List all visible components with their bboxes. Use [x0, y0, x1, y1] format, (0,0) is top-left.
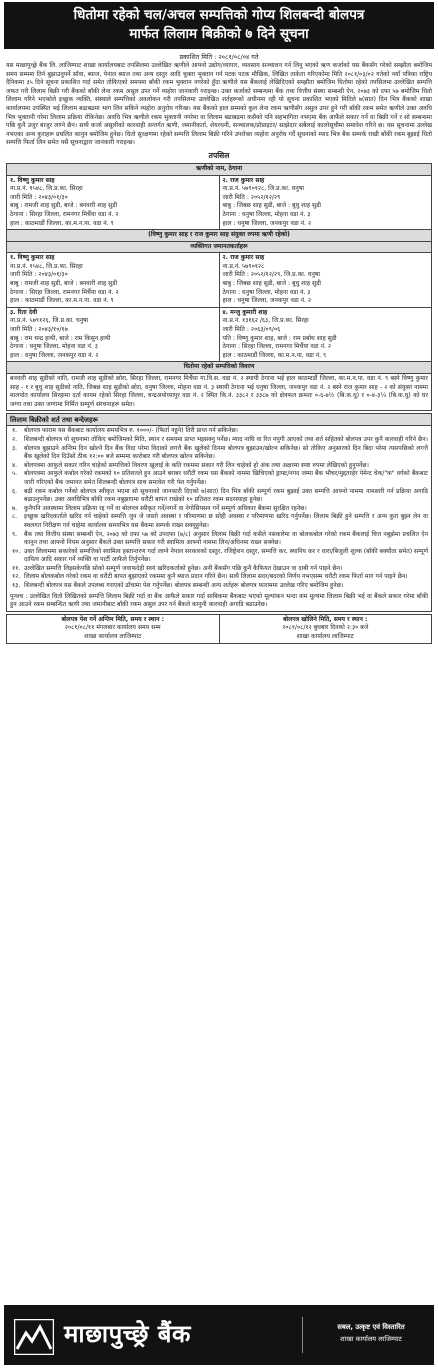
terms-box — [6, 413, 432, 611]
borrower-1-line: ठेगाना : सिरहा जिल्ला, रामनगर मिर्चैया वडा नं. २ — [10, 210, 119, 218]
terms-body — [7, 426, 431, 610]
notice-page — [0, 2, 438, 1368]
borrower-2 — [219, 175, 432, 230]
term-text: बोलपत्रमा आफुले कबोल गरेको रकमको १० प्रतिशतले हुन आउने बराबर धरौटी रकम यस बैंकको नाममा खिचिएको ड्राफ्ट/नगद जम्मा बैंक भौचर/मुद्दतरहेर पेमेन्ट चेक/"क" वर्गको बैंकबाट जारी गरिएको बैंक जमानत समेत शिलबन्दी बोलपत्र साथ समावेश गरी पेश गर्नुपर्नेछ। — [24, 470, 428, 486]
term-item — [10, 582, 428, 591]
term-item — [10, 488, 428, 505]
borrower-1-name: १. विष्णु कुमार साह — [10, 176, 55, 184]
term-text: कुनैपनि अवस्थामा लिलाम प्रक्रिया रद्द गर्ने वा बोलपत्र स्वीकृत गर्ने/नगर्ने वा नेगोसियसन गर्ने सम्पूर्ण अधिकार बैंकमा सुरक्षित रहनेछ। — [24, 504, 307, 512]
joint-borrower-note: (विष्णु कुमार साह र राज कुमार साह संयुक्त रुपमा ऋणी रहेको) — [7, 230, 432, 242]
header-line-2: मार्फत लिलाम बिक्रीको ७ दिने सूचना — [129, 26, 309, 42]
terms-title: लिलाम बिक्रीको शर्त तथा बन्देजहरू — [7, 414, 431, 426]
guarantor-1-name: १. विष्णु कुमार साह — [10, 254, 55, 262]
borrower-2-line: ना.प्र.नं. ५७९०१२८, जि.प्र.का. धनुषा — [222, 185, 304, 193]
guarantor-2-line: ठेगाना : धनुषा जिल्ला, मोहना वडा नं. ३ — [222, 288, 311, 296]
term-number: ६. — [12, 487, 18, 495]
submission-deadline — [7, 614, 220, 643]
term-text: बोलपत्र बुझाउने अन्तिम दिन खोल्ने दिन बैंक विदा परेमा विदाको लगत्तै बैंक खुलेको दिनमा बोलपत्र बुझाउन/खोल्न सकिनेछ। सो तोकिए अनुसारको दिन बिदा परेमा त्यसपछिको लगत्तै बैंक खुलेको दिन दिउँसो ठीक १२:०० बजे सम्ममा कारोबार गरी बोलपत्र खोल्न सकिनेछ। — [24, 444, 428, 461]
term-number: १. — [12, 427, 18, 435]
tapasil-title: तपसिल — [208, 150, 230, 160]
term-text: बोलपत्र फाराम यस बैंकबाट कार्यालय समयभित्र रु. १०००/- (फिर्ता नहुने) तिरी प्राप्त गर्न सकिनेछ। — [24, 427, 238, 435]
header-line-1: धितोमा रहेको चल/अचल सम्पत्तिको गोप्य शिलबन्दी बोलपत्र — [73, 7, 365, 23]
term-text: शिलबन्दी बोलपत्र यस बैंकले उपलब्ध गराएको ढाँचामा पेश गर्नुपर्नेछ। बोलपत्र सम्बन्धी अन्य शर्तहरू बोलपत्र फाराममा उल्लेख गरिए बमोजिम हुनेछ। — [24, 582, 344, 590]
guarantor-2-line: हाल : धनुषा जिल्ला, जनकपुर वडा नं. २ — [222, 297, 312, 305]
parties-table — [6, 163, 432, 411]
term-text: बैंक तथा वित्तीय संस्था सम्बन्धी ऐन, २०७३ को दफा ५७ को उपदफा (७/८) अनुसार लिलाम बिक्री गर्दा कसैले नसकारेमा वा बोलकबोल गरेको रकम बैंकलाई चित्त नबुझेमा प्रचलित ऐन कानुन तथा आफ्नो नियम अनुसार बैंकले उक्त सम्पत्ति सकार गरी स्वामित्व आफ्नो नाममा लिन/अधिनमा राख्न सक्नेछ। — [24, 530, 428, 547]
punascha-note: पुनश्च : उल्लेखित धितो लिखितको सम्पत्ति लिलाम बिक्री गर्दा वा बैंक आफैले सकार गर्दा साबिकमा बैंकबाट भएको मूल्यांकन भन्दा कम मूल्यमा लिलाम बिक्री भई वा बैंकले सकार गरेमा बाँकी हुन आउने रकम सम्बन्धित ऋणी तथा जमानीबाट बाँकी रकम असुल उपर गर्न बैंकले कानुनी कारवाही अगाडि बढाउनेछ। — [10, 592, 428, 609]
term-number: ७. — [12, 504, 18, 512]
borrower-2-line: जारी मिति : २०५२/१२/२९ — [222, 193, 281, 201]
borrower-2-line: हाल : धनुषा जिल्ला, जनकपुर वडा नं. २ — [222, 219, 312, 227]
guarantor-4 — [219, 307, 432, 362]
term-number: ४. — [12, 461, 18, 469]
guarantor-1-line: हाल : काठमाडौं जिल्ला, का.म.न.पा. वडा नं. ९ — [10, 297, 114, 305]
term-item — [10, 445, 428, 462]
guarantor-2-name: २. राज कुमार साह — [222, 254, 265, 262]
intro-paragraph: यस माछापुच्छ्रे बैंक लि. लाजिम्पाट शाखा कार्यालयबाट तपसिलमा उल्लेखित ऋणीले आफ्नो उद्योग/व्यापार, व्यवसाय सञ्चालन गर्न लिनु भएको ऋण कर्जाको यस बैंकसँग गरेको सम्झौता बमोजिम समय सम्ममा तिर्न बुझाउनुपर्ने साँवा, ब्याज, पेनाल ब्याज तथा अन्य दस्तुर आदि चुक्ता भुक्तान गर्न पटक पटक मौखिक, लिखित ताकेता गरिएकोमा मिति २०८१/०३/०२ गतेको नयाँ पत्रिका राष्ट्रिय दैनिकमा ३५ दिने सूचना प्रकाशित गर्दा समेत तोकिएको समयमा बाँकी रकम भुक्तान नगरेको हुँदा ऋणीले यस बैंकलाई लेखिदिएको सम्झौता बमोजिम धितोमा रहेको तपसिलमा उल्लेखित सम्पत्ति जफत गरी लिलाम बिक्री गरी बैंकको बाँकी लेना रकम असुल उपर गर्ने व्यहोरा जानकारी गराइन्छ। उक्त कर्जाको सम्बन्धमा बैंक तथा वित्तीय संस्था सम्बन्धी ऐन, २०७३ को दफा ५७ बमोजिम धितो लिलाम गरिने भएकोले इच्छुक व्यक्ति, संस्थाले सम्पत्तिको अवलोकन गरी तपसिलमा उल्लेखित शर्तहरूको अधीनमा रही यो सूचना प्रकाशित भएको मितिले ७(सात) दिन भित्र बैंकको शाखा कार्यालयमा उपस्थित भई लिलाम बढाबढमा भाग लिन सकिने व्यहोरा अनुरोध गरिन्छ। यस बैंकको हाल सम्मको कुल लेना रकम ऋणीसँग असुल उपर हुने गरी बाँकी रकम समेत ऋणीले उक्त अवधि भित्र भुक्तानी गरेमा लिलाम प्रक्रिया रोकिनेछ। अवधि भित्र ऋणीले रकम भुक्तानी नगरेमा वा लिलाम बढाबढमा कसैको पनि सहभागिता नभएमा बैंक आफैंले सकार गर्ने वा बिक्री गर्ने र सो सम्बन्धमा पछि कुनै उजुर बाजुर लाग्ने छैन। साथै कर्जा असुलीको कारवाही अन्तर्गत ऋणी, जमानीकर्ता, शेयरधनी, सञ्चालक/प्रोप्राइटर/ साझेदार सबैलाई कालोसूचीमा समावेश गरिने छ। यस सूचनामा उल्लेख नभएका अन्य कुराहरू प्रचलित कानुन बमोजिम हुनेछ। धितो सुरक्षणमा रहेको सम्पत्ति लिलाम बिक्री गरिने उपरोक्त व्यहोरा अनुरोध गर्दै सूचनाको म्याद भित्र बैंक सम्पर्क राखी बाँकी रकम बुझाई धितो सम्पत्ति फिर्ता लिन समेत यसै सूचनाद्वारा जानकारी गराइन्छ। — [6, 62, 432, 147]
guarantor-4-line: हाल : काठमाडौं जिल्ला, का.म.न.पा. वडा नं. ९ — [222, 351, 327, 359]
term-item — [10, 548, 428, 565]
borrower-2-line: बाबु : जिबछ शाह सुडी, बाजे : बुधु शाह सुडी — [222, 202, 322, 210]
borrower-1-line: हाल : काठमाडौं जिल्ला, का.म.न.पा. वडा नं. ९ — [10, 219, 114, 227]
property-description: बनवारी शाह सुडीको नाति, रामजी शाह सुडीको छोरा, सिरहा जिल्ला, रामनगर मिर्चैया गा.वि.स. वडा नं. २ स्थायी ठेगाना भई हाल काठमाडौं जिल्ला, का.म.न.पा. वडा नं. ९ बस्ने विष्णु कुमार साह - १ र बुधु शाह सुडीको नाति, जिबछ शाह सुडीको छोरा, धनुषा जिल्ला, मोहना वडा नं. ३ स्थायी ठेगाना भई धनुषा जिल्ला, जनकपुर वडा नं. २ बस्ने राज कुमार साह - २ को संयुक्त नाममा मालपोत कार्यालय सिरहामा दर्ता कायम रहेको सिरहा जिल्ला, चन्द्रअयोध्यापुर वडा नं. २ स्थित कि.नं. ३३८२ र ३३८७ को क्षेत्रफल क्रमशः ०-६-७½ (बि.क.धु) र ०-४-३¼ (बि.क.धु) को घर जग्गा तथा उक्त जग्गामा निर्मित सम्पूर्ण संरचनाहरू समेत। — [7, 374, 432, 411]
opening-date-place: शाखा कार्यालय लाजिम्पाट — [296, 633, 354, 641]
guarantor-3 — [7, 307, 220, 362]
borrower-1-line: जारी मिति : २०४३/०१/३० — [10, 193, 68, 201]
term-item — [10, 436, 428, 445]
submission-deadline-place: शाखा कार्यालय लाजिम्पाट — [84, 633, 142, 641]
guarantor-1-line: जारी मिति : २०४३/०१/३० — [10, 271, 68, 279]
term-number: ८. — [12, 513, 18, 521]
guarantor-3-line: ना.प्र.नं. ५७९१२६, जि.प्र.का. धनुषा — [10, 317, 89, 325]
guarantor-3-line: ठेगाना : धनुषा जिल्ला, मोहना वडा नं. ३ — [10, 343, 98, 351]
footer-divider — [302, 1317, 303, 1353]
notice-header — [4, 2, 434, 49]
guarantor-1-line: बाबु : रामजी शाह सुडी, बाजे : बनवारी शाह सुडी — [10, 280, 118, 288]
guarantor-2-line: जारी मिति : २०५२/१२/२९, जि.प्र.का. धनुषा — [222, 271, 320, 279]
term-text: इच्छुक खरिदकर्ताले खरिद गर्न चाहेको सम्पत्ति जुन जे जस्तो अवस्था र परिमाणमा छ सोही अवस्था र परिमाणमा खरिद गर्नुपर्नेछ। लिलाम बिक्री हुने सम्पत्ति र अन्य कुरा बुझ्न लेन वा स्थलगत निरीक्षण गर्न चाहेमा कार्यालय समयभित्र यस बैंकमा सम्पर्क राख्न सक्नुहुनेछ। — [24, 513, 428, 529]
submission-deadline-time: २०८१/०८/११ मंगलबार कार्यालय समय सम्म — [64, 624, 161, 632]
term-text: उक्त लिलाममा सकारेको सम्पत्तिको स्वामित्व हस्तान्तरण गर्दा लाग्ने नेपाल सरकारको दस्तुर, रजिष्ट्रेशन दस्तुर, सम्पत्ति कर, स्थानिय कर र धारा/बिजुली शुल्क (बाँकी बक्यौता समेत) सम्पूर्ण दायित्व आदि सकार गर्ने व्यक्ति वा पार्टी आफैले तिर्नुपर्नेछ। — [24, 547, 428, 564]
borrower-1-line: बाबु : रामजी शाह सुडी, बाजे : बनवारी शाह सुडी — [10, 202, 118, 210]
guarantor-3-line: बाबु : राम चन्द्र हाथी, बाजे : राम किसुन हाथी — [10, 334, 111, 342]
borrowers-title: ऋणीको नाम, ठेगाना — [7, 163, 432, 175]
term-number: १२. — [12, 573, 21, 581]
term-number: १३. — [12, 582, 21, 590]
term-text: शिलबन्दी बोलपत्र यो सूचनामा तोकिए बमोजिमको मिति, स्थान र समयमा प्राप्त भइसक्नु पर्नेछ। म्याद नाघि वा रित नपुगी आएको तथा शर्त सहितको बोलपत्र उपर कुनै कारवाही गरिने छैन। — [24, 435, 428, 443]
opening-date — [219, 614, 432, 643]
opening-date-title: बोलपत्र खोलिने मिति, समय र स्थान : — [283, 615, 368, 623]
term-number: ९. — [12, 530, 18, 538]
published-date: प्रकाशित मिति : २०८१/०८/०४ गते — [179, 53, 259, 61]
branch-office: शाखा कार्यालय लाजिम्पाट — [340, 1335, 402, 1343]
term-text: बढी रकम कबोल गर्नेको बोलपत्र स्वीकृत भएमा सो सूचनाको जानकारी दिएको ७(सात) दिन भित्र बाँकी सम्पूर्ण रकम बुझाई उक्त सम्पत्ति आफ्नो नाममा नामसारी गर्न प्रक्रिया अगाडि बढाउनुपर्नेछ। उक्त अवधिभित्र बाँकी रकम नबुझाएमा धरौटी बापत राखेको १० प्रतिशत रकम सदरस्याहा हुनेछ। — [24, 487, 428, 504]
guarantor-1-line: ना.प्र.नं. १५४८, जि.प्र.का. सिरहा — [10, 262, 83, 270]
term-item — [10, 427, 428, 436]
term-number: ११. — [12, 564, 21, 572]
borrower-1 — [7, 175, 220, 230]
guarantor-2-line: ना.प्र.नं. ५७९०१२८ — [222, 262, 265, 270]
property-title: धितोमा रहेको सम्पत्तिको विवरण — [7, 362, 432, 374]
guarantor-4-name: ४. मन्जु कुमारी शाह — [222, 308, 268, 316]
mountain-logo-icon — [14, 1319, 54, 1355]
bank-footer — [4, 1305, 434, 1365]
borrower-1-line: ना.प्र.नं. १५४८, जि.प्र.का. सिरहा — [10, 185, 83, 193]
terms-list — [10, 427, 428, 590]
term-item — [10, 470, 428, 487]
borrower-2-line: ठेगाना : धनुषा जिल्ला, मोहना वडा नं. ३ — [222, 210, 311, 218]
guarantor-3-line: हाल : धनुषा जिल्ला, जनकपुर वडा नं. २ — [10, 351, 99, 359]
bank-tagline-block — [310, 1321, 432, 1345]
submission-deadline-title: बोलपत्र पेश गर्ने अन्तिम मिति, समय र स्थान : — [61, 615, 165, 623]
term-text: उल्लेखित सम्पत्ति लिइसकेपछि सोको सम्पूर्ण जवाफदेही स्वयं खरिदकर्ताको हुनेछ। अनी बैंकसँग पछि कुनै कैफियत देखाउन वा दाबी गर्न पाइने छैन। — [24, 564, 343, 572]
guarantor-3-line: जारी मिति : २०४३/१०/१७ — [10, 326, 68, 334]
bank-tagline: सबल, उत्कृष्ट एवं विस्तारित — [337, 1323, 405, 1331]
guarantor-1-line: ठेगाना : सिरहा जिल्ला, रामनगर मिर्चैया वडा नं. २ — [10, 288, 119, 296]
term-item — [10, 573, 428, 582]
guarantor-3-name: ३. रिता देवी — [10, 308, 38, 316]
deadline-table — [6, 614, 432, 644]
guarantor-4-line: जारी मिति : २०६३/०९/०६ — [222, 326, 281, 334]
borrower-2-name: २. राज कुमार साह — [222, 176, 265, 184]
term-number: १०. — [12, 547, 21, 555]
guarantor-2 — [219, 253, 432, 308]
term-text: बोलपत्रमा आफुले सकार गरिन चाहेको सम्पत्तिको विवरण खुलाई के कति रकममा सकार गरी लिन चाहेको हो अंक तथा अक्षरमा स्पष्ट रुपमा लेखिएको हुनुपर्नेछ। — [24, 461, 369, 469]
guarantor-2-line: बाबु : जिबछ शाह सुडी, बाजे : बुधु शाह सुडी — [222, 280, 322, 288]
bank-name: माछापुच्छ्रे बैंक — [64, 1320, 191, 1348]
guarantors-title: व्यक्तिगत जमानतकर्ताहरू — [7, 241, 432, 253]
term-text: लिलाम बोलकबोल गरेको रकम वा धरौटी बापत बुझाएको रकममा कुनै ब्याज प्रदान गरिने छैन। साथै लिलाम सदर/बदरको निर्णय नभएसम्म धरौटी रकम फिर्ता माग गर्न पाइने छैन। — [24, 573, 408, 581]
term-item — [10, 531, 428, 548]
term-number: ३. — [12, 444, 18, 452]
guarantor-4-line: ठेगाना : सिरहा जिल्ला, रामनगर मिर्चैया वडा नं. २ — [222, 343, 331, 351]
term-number: ५. — [12, 470, 18, 478]
guarantor-4-line: ना.प्र.नं. १३१६२ /६३, जि.प्र.का. सिरहा — [222, 317, 309, 325]
term-number: २. — [12, 435, 18, 443]
term-item — [10, 513, 428, 530]
opening-date-time: २०८१/०८/१२ बुधबार दिनको २:३० बजे — [282, 624, 369, 632]
guarantor-4-line: पति : विष्णु कुमार शाह, बाजे : राम प्रबोध शाह सुडी — [222, 334, 337, 342]
guarantor-1 — [7, 253, 220, 308]
